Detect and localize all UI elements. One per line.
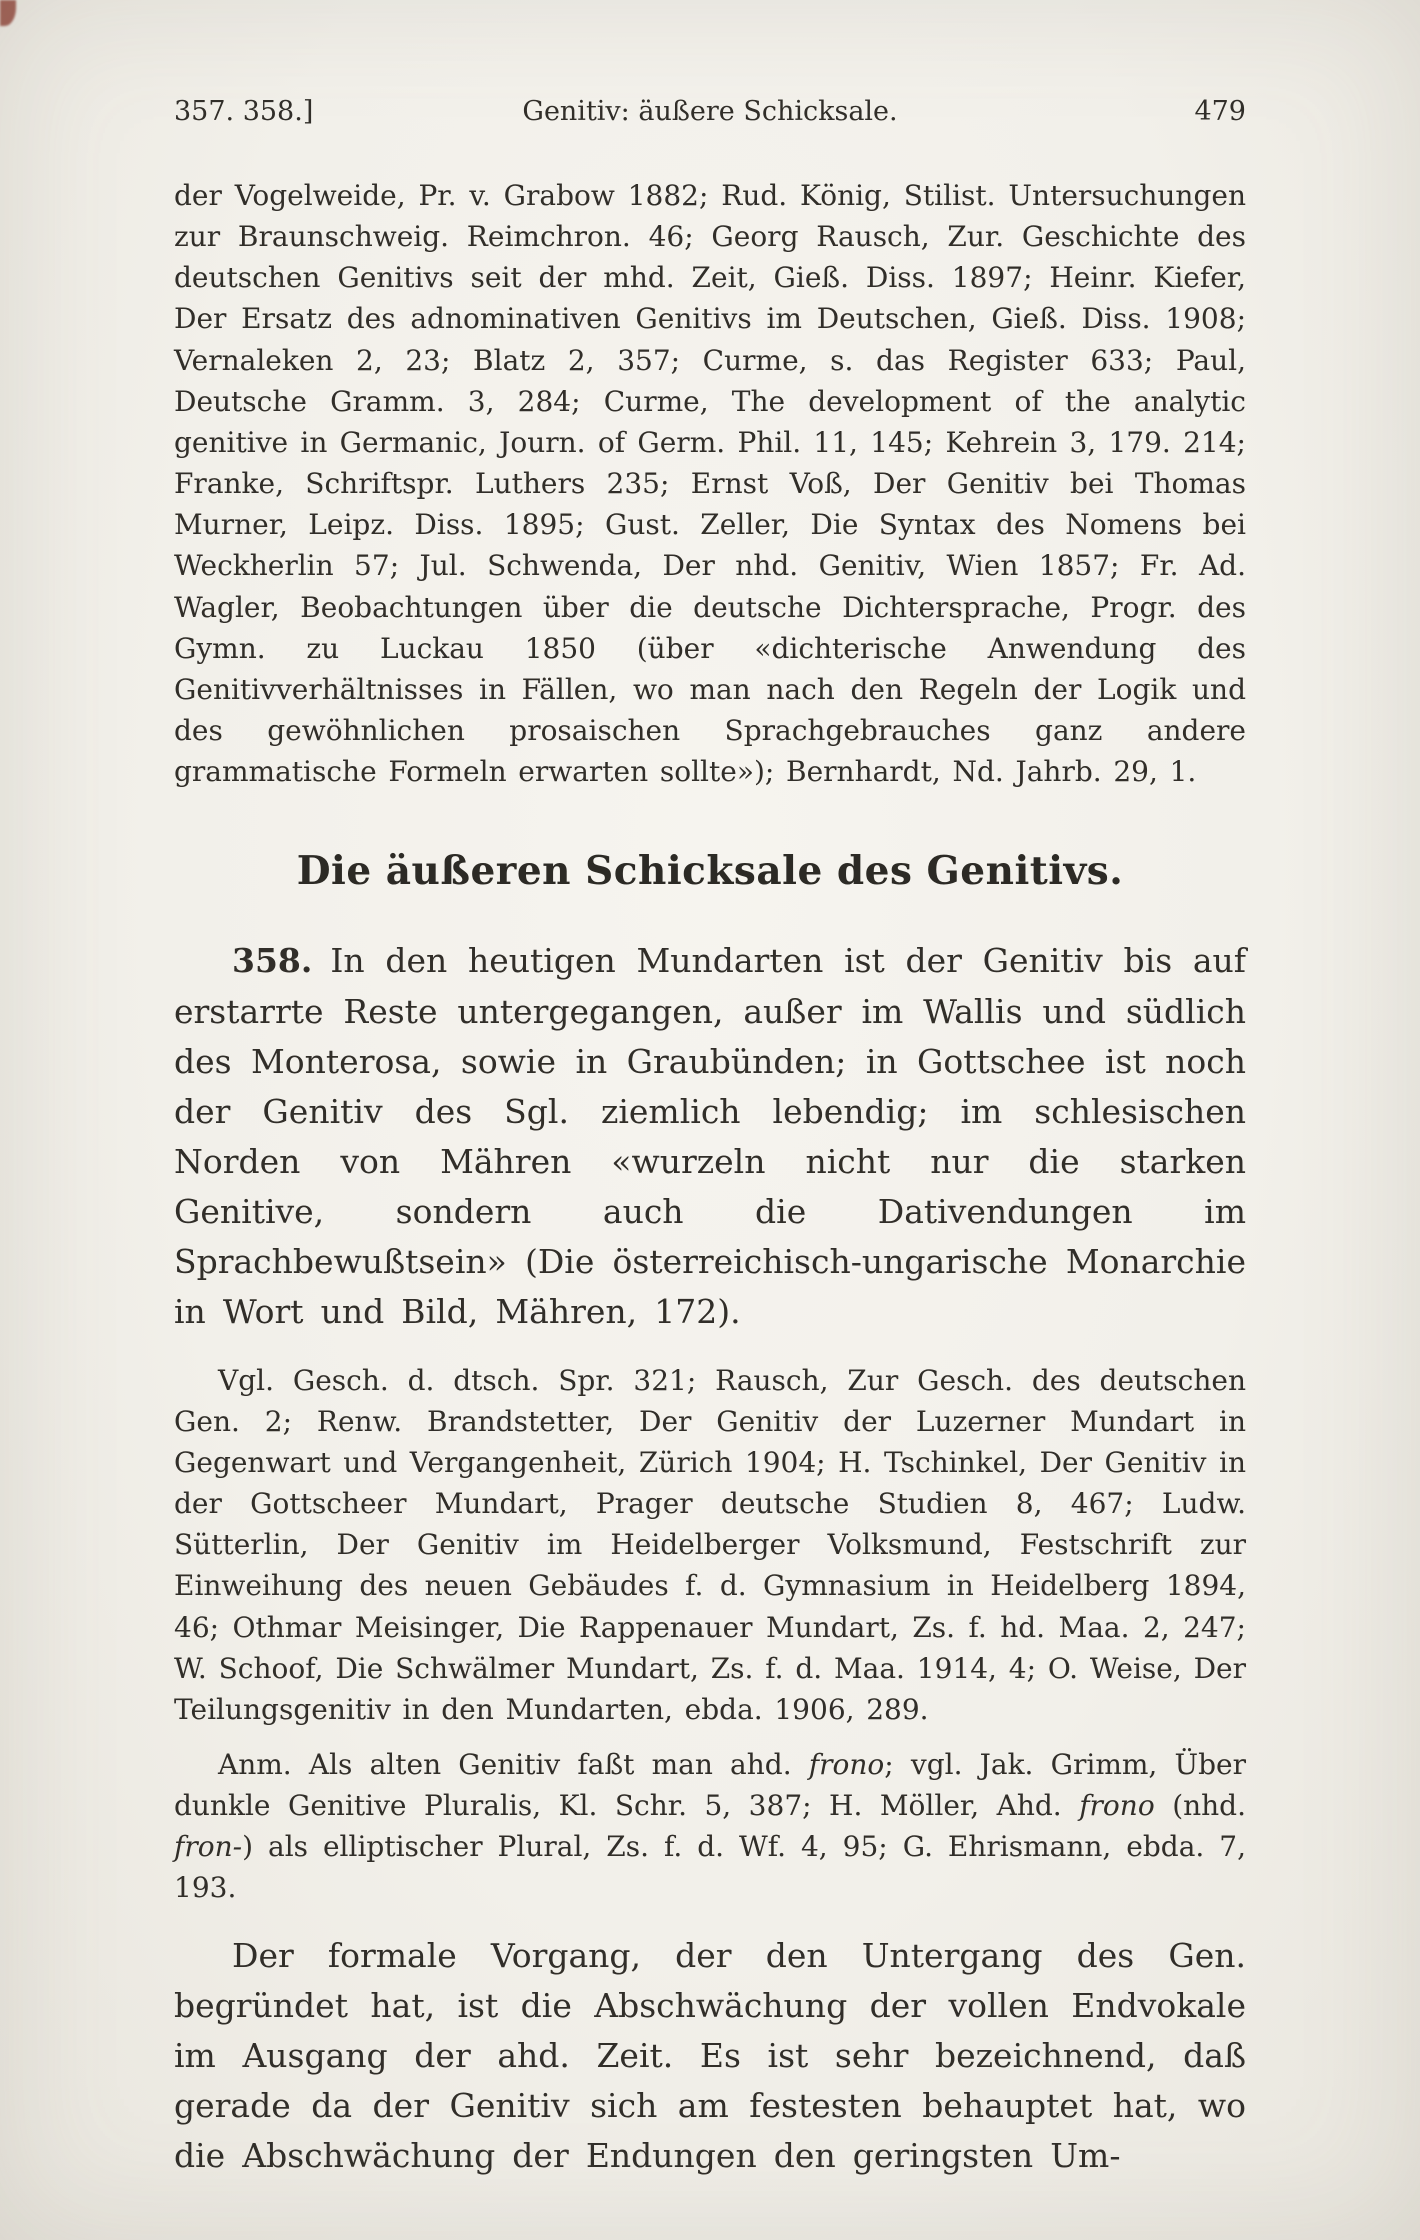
paragraph-358-text: In den heutigen Mundarten ist der Genitiv bis auf erstarrte Reste untergegangen, außer im Wallis und südlich des Monterosa, sowie in Graubünden; in Gottschee ist noch der Genitiv des Sgl. ziemlich lebendig; im schlesischen Norden von Mähren «wurzeln nicht nur die starken Genitive, sondern auch die Dativendungen im Sprachbewußtsein» (Die österreichisch-ungarische Monarchie in Wort und Bild, Mähren, 172). bbox=[174, 941, 1246, 1332]
annotation-text: ) als elliptischer Plural, Zs. f. d. Wf. 4, 95; G. Ehrismann, ebda. 7, 193. bbox=[174, 1830, 1246, 1905]
annotation-text: (nhd. bbox=[1154, 1789, 1247, 1823]
page-number: 479 bbox=[1194, 96, 1246, 127]
paragraph-358 bbox=[174, 936, 1246, 1337]
annotation-text: ; vgl. Jak. Grimm, Über dunkle Genitive Pluralis, Kl. Schr. 5, 387; H. Möller, Ahd. bbox=[174, 1748, 1246, 1823]
annotation-paragraph bbox=[174, 1744, 1246, 1909]
bibliography-paragraph-middle: Vgl. Gesch. d. dtsch. Spr. 321; Rausch, Zur Gesch. des deutschen Gen. 2; Renw. Brandstetter, Der Genitiv der Luzerner Mundart in Gegenwart und Vergangenheit, Zürich 1904; H. Tschinkel, Der Genitiv in der Gottscheer Mundart, Prager deutsche Studien 8, 467; Ludw. Sütterlin, Der Genitiv im Heidelberger Volksmund, Festschrift zur Einweihung des neuen Gebäudes f. d. Gymnasium in Heidelberg 1894, 46; Othmar Meisinger, Die Rappenauer Mundart, Zs. f. hd. Maa. 2, 247; W. Schoof, Die Schwälmer Mundart, Zs. f. d. Maa. 1914, 4; O. Weise, Der Teilungsgenitiv in den Mundarten, ebda. 1906, 289. bbox=[174, 1363, 1246, 1726]
bibliography-paragraph-top: der Vogelweide, Pr. v. Grabow 1882; Rud. König, Stilist. Untersuchungen zur Braunschweig. Reimchron. 46; Georg Rausch, Zur. Geschichte des deutschen Genitivs seit der mhd. Zeit, Gieß. Diss. 1897; Heinr. Kiefer, Der Ersatz des adnominativen Genitivs im Deutschen, Gieß. Diss. 1908; Vernaleken 2, 23; Blatz 2, 357; Curme, s. das Register 633; Paul, Deutsche Gramm. 3, 284; Curme, The development of the analytic genitive in Germanic, Journ. of Germ. Phil. 11, 145; Kehrein 3, 179. 214; Franke, Schriftspr. Luthers 235; Ernst Voß, Der Genitiv bei Thomas Murner, Leipz. Diss. 1895; Gust. Zeller, Die Syntax des Nomens bei Weckherlin 57; Jul. Schwenda, Der nhd. Genitiv, Wien 1857; Fr. Ad. Wagler, Beobachtungen über die deutsche Dichtersprache, Progr. des Gymn. zu Luckau 1850 (über «dichterische Anwendung des Genitivverhältnisses in Fällen, wo man nach den Regeln der Logik und des gewöhnlichen prosaischen Sprachgebrauches ganz andere grammatische Formeln erwarten sollte»); Bernhardt, Nd. Jahrb. 29, 1. bbox=[174, 179, 1246, 789]
running-header bbox=[174, 96, 1246, 127]
closing-paragraph: Der formale Vorgang, der den Untergang des Gen. begründet hat, ist die Abschwächung der vollen Endvokale im Ausgang der ahd. Zeit. Es ist sehr bezeichnend, daß gerade da der Genitiv sich am festesten behauptet hat, wo die Abschwächung der Endungen den geringsten Um- bbox=[174, 1935, 1246, 2176]
annotation-text: Anm. Als alten Genitiv faßt man ahd. bbox=[218, 1748, 809, 1781]
annotation-italic-frono: frono bbox=[808, 1748, 885, 1781]
section-heading: Die äußeren Schicksale des Genitivs. bbox=[296, 848, 1124, 895]
annotation-italic-fron: fron- bbox=[174, 1830, 243, 1864]
paragraph-number: 358. bbox=[232, 941, 313, 981]
book-page bbox=[174, 0, 1246, 2181]
running-header-title: Genitiv: äußere Schicksale. bbox=[522, 96, 898, 127]
annotation-italic-frono-2: frono bbox=[1079, 1789, 1155, 1823]
running-header-section-numbers: 357. 358.] bbox=[174, 96, 314, 127]
scan-edge-artifact bbox=[0, 0, 16, 26]
